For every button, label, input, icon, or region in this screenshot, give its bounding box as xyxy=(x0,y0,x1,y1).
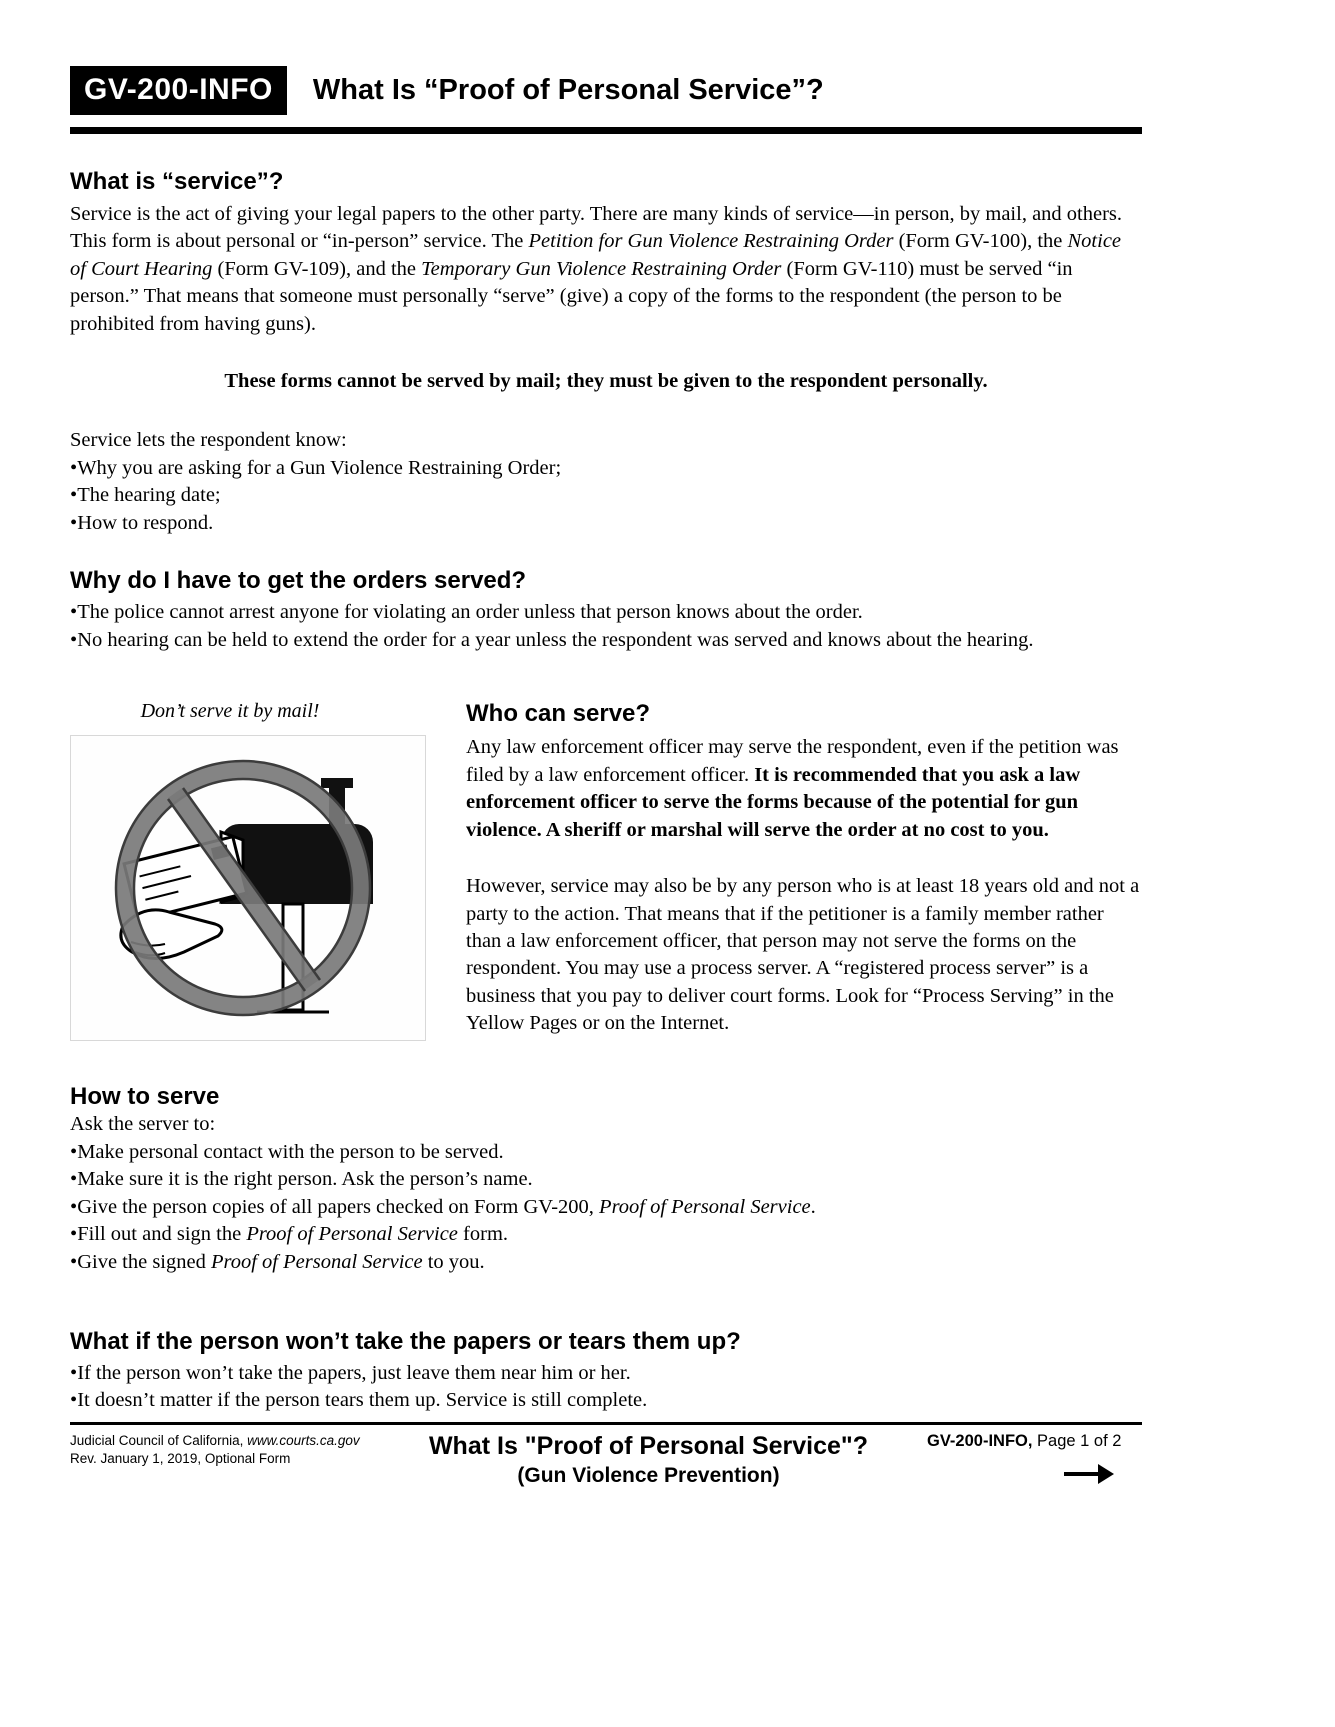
list-item: • How to respond. xyxy=(70,510,1142,537)
service-lets-know-intro: Service lets the respondent know: xyxy=(70,429,347,452)
footer-page-number: Page 1 of 2 xyxy=(1032,1432,1122,1450)
how-to-serve-intro: Ask the server to: xyxy=(70,1113,216,1136)
footer-form-subtitle: (Gun Violence Prevention) xyxy=(517,1464,780,1487)
list-item: • Make personal contact with the person to be served. xyxy=(70,1139,1142,1166)
who-can-serve-section xyxy=(70,700,1142,1041)
no-mail-callout: These forms cannot be served by mail; they must be given to the respondent personally. xyxy=(224,370,988,393)
what-is-service-paragraph: Service is the act of giving your legal papers to the other party. There are many kinds of service—in person, by mail, and others. This form is about personal or “in-person” service. The Petition for Gun Violence Restraining Order (Form GV-100), the Notice of Court Hearing (Form GV-109), and the Temporary Gun Violence Restraining Order (Form GV-110) must be served “in person.” That means that someone must personally “serve” (give) a copy of the forms to the respondent (the person to be prohibited from having guns). xyxy=(70,203,1123,335)
who-can-serve-paragraph-2: However, service may also be by any person who is at least 18 years old and not a party to the action. That means that if the petitioner is a family member rather than a law enforcement officer, that person may not serve the forms on the respondent. You may use a process server. A “registered process server” is a business that you pay to deliver court forms. Look for “Process Serving” in the Yellow Pages or on the Internet. xyxy=(466,875,1140,1035)
form-header xyxy=(70,66,1142,115)
list-item: • No hearing can be held to extend the order for a year unless the respondent was served and knows about the hearing. xyxy=(70,627,1142,654)
page-content xyxy=(70,66,1142,1415)
section-heading-how-to-serve: How to serve xyxy=(70,1083,220,1111)
page-footer xyxy=(70,1422,1142,1492)
footer-form-title: What Is "Proof of Personal Service"? xyxy=(428,1432,869,1460)
right-arrow-icon xyxy=(1062,1461,1114,1487)
wont-take-list xyxy=(70,1360,1142,1415)
no-mail-sign-icon xyxy=(71,736,427,1042)
footer-publisher: Judicial Council of California, www.courts.ca.gov xyxy=(70,1433,360,1448)
service-lets-know-list xyxy=(70,455,1142,537)
footer-left-block xyxy=(70,1432,370,1468)
list-item: • The hearing date; xyxy=(70,482,1142,509)
page-title: What Is “Proof of Personal Service”? xyxy=(312,74,824,106)
section-heading-why-served: Why do I have to get the orders served? xyxy=(70,567,527,595)
no-mail-illustration xyxy=(70,735,426,1041)
list-item: • Why you are asking for a Gun Violence Restraining Order; xyxy=(70,455,1142,482)
form-number-badge: GV-200-INFO xyxy=(70,66,287,115)
footer-page-indicator xyxy=(927,1432,1142,1451)
list-item: • Make sure it is the right person. Ask the person’s name. xyxy=(70,1166,1142,1193)
list-item: • If the person won’t take the papers, just leave them near him or her. xyxy=(70,1360,1142,1387)
next-page-arrow xyxy=(927,1461,1142,1492)
section-heading-who-can-serve: Who can serve? xyxy=(466,700,651,728)
list-item: • Fill out and sign the Proof of Personal Service form. xyxy=(70,1221,1142,1248)
footer-right-block xyxy=(927,1432,1142,1492)
section-heading-wont-take: What if the person won’t take the papers or tears them up? xyxy=(70,1327,741,1355)
illustration-caption: Don’t serve it by mail! xyxy=(140,700,320,723)
footer-form-number: GV-200-INFO, xyxy=(927,1432,1033,1450)
list-item: • It doesn’t matter if the person tears them up. Service is still complete. xyxy=(70,1387,1142,1414)
header-divider xyxy=(70,127,1142,134)
list-item: • Give the signed Proof of Personal Service to you. xyxy=(70,1249,1142,1276)
how-to-serve-list xyxy=(70,1139,1142,1276)
list-item: • The police cannot arrest anyone for violating an order unless that person knows about the order. xyxy=(70,599,1142,626)
why-served-list xyxy=(70,599,1142,654)
illustration-column xyxy=(70,700,430,1041)
footer-revision: Rev. January 1, 2019, Optional Form xyxy=(70,1451,291,1467)
footer-center-block xyxy=(370,1432,927,1488)
who-can-serve-column xyxy=(466,700,1142,1041)
who-can-serve-paragraph-1: Any law enforcement officer may serve the respondent, even if the petition was filed by a law enforcement officer. It is recommended that you ask a law enforcement officer to serve the forms because of the potential for gun violence. A sheriff or marshal will serve the order at no cost to you. xyxy=(466,736,1119,841)
section-heading-what-is-service: What is “service”? xyxy=(70,168,284,195)
list-item: • Give the person copies of all papers checked on Form GV-200, Proof of Personal Service. xyxy=(70,1194,1142,1221)
